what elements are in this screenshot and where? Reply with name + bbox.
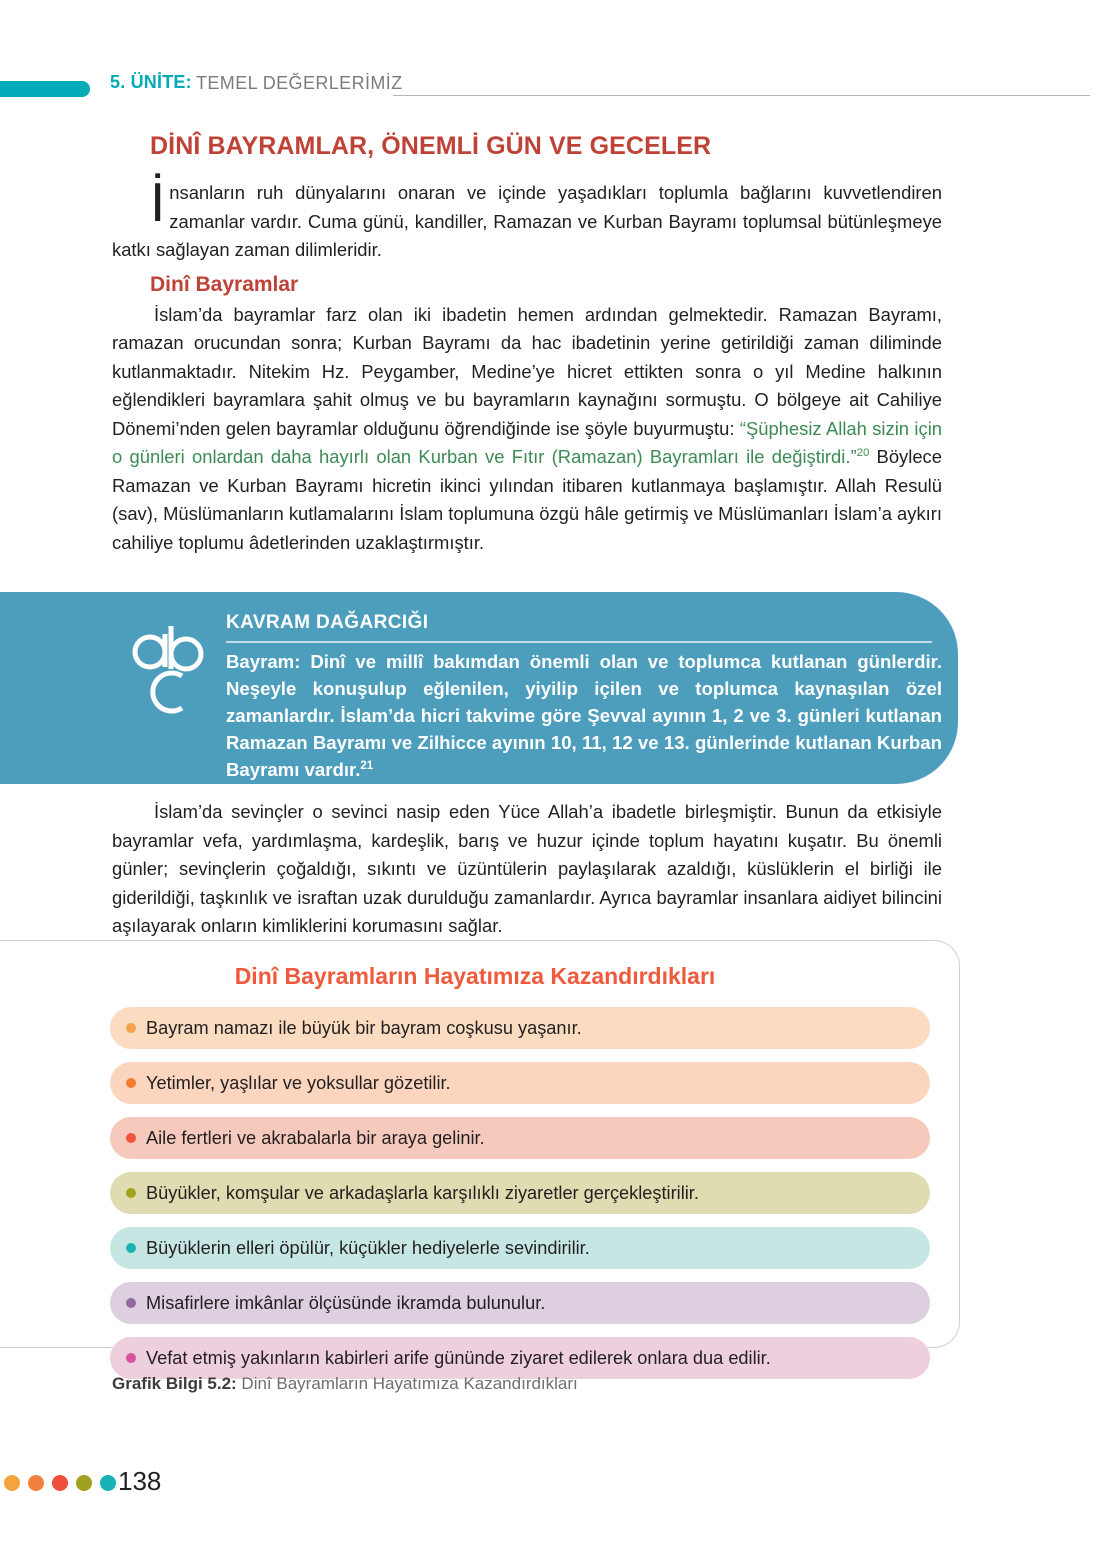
kavram-definition [226,648,942,783]
page-header [0,72,1106,106]
footnote-ref-20: 20 [856,446,870,459]
kavram-term: Bayram: [226,651,301,672]
hadith-quote: “Şüphesiz Allah sizin için o günleri onlardan daha hayırlı olan Kurban ve Fıtır (Ramazan) Bayramları ile değiştirdi.” [112,417,943,467]
paragraph-two: İslam’da sevinçler o sevinci nasip eden Yüce Allah’a ibadetle birleşmiştir. Bunun da etkisiyle bayramlar vefa, yardımlaşma, kardeşlik, barış ve huzur içinde toplum hayatını kuşatır. Bu önemli günler; sevinçlerin çoğaldığı, sıkıntı ve üzüntülerin paylaşılarak azaldığı, küslüklerin el birliği ile giderildiği, taşkınlık ve israftan uzak durulduğu zamanlardır. Ayrıca bayramlar insanlara aidiyet bilincini aşılayarak onların kimliklerini korumasını sağlar. [112,801,942,936]
intro-paragraph [112,171,942,265]
list-item [110,1062,930,1104]
unit-title: TEMEL DEĞERLERİMİZ [196,73,403,93]
post-box-content [112,798,942,947]
footnote-ref-21: 21 [360,759,374,772]
list-item [110,1282,930,1324]
kavram-divider [226,641,932,643]
header-rule [393,95,1090,96]
graphic-caption [112,1374,578,1394]
intro-text: nsanların ruh dünyalarını onaran ve içinde yaşadıkları toplumla bağlarını kuvvetlendiren zamanlar vardır. Cuma günü, kandiller, Ramazan ve Kurban Bayramı toplumsal bütünleşmeye katkı sağlayan zaman dilimleridir. [112,182,942,260]
list-item [110,1227,930,1269]
list-item [110,1117,930,1159]
footer-dot [4,1475,20,1491]
list-item-label: Yetimler, yaşlılar ve yoksullar gözetilir. [146,1072,451,1093]
page-number: 138 [118,1466,162,1496]
page-title: DİNÎ BAYRAMLAR, ÖNEMLİ GÜN VE GECELER [150,132,712,160]
abc-icon [130,614,216,714]
graphic-caption-label: Grafik Bilgi 5.2: [112,1374,237,1393]
paragraph-one-part-b: Böylece Ramazan ve Kurban Bayramı hicretin ikinci yılından itibaren kutlanmaya başlamıştır. Allah Resulü (sav), Müslümanların kutlamalarını İslam toplumuna özgü hâle getirmiş ve Müslümanları İslam’a aykırı cahiliye toplumu âdetlerinden uzaklaştırmıştır. [112,446,942,553]
bullet-dot-icon [126,1023,136,1033]
subsection-title: Dinî Bayramlar [150,272,299,296]
list-item [110,1007,930,1049]
list-item-label: Aile fertleri ve akrabalarla bir araya gelinir. [146,1127,485,1148]
bullet-dot-icon [126,1298,136,1308]
list-item-label: Vefat etmiş yakınların kabirleri arife gününde ziyaret edilerek onlara dua edilir. [146,1347,771,1368]
graphic-title: Dinî Bayramların Hayatımıza Kazandırdıkları [234,963,716,989]
paragraph-one [112,301,942,558]
drop-cap: İ [150,171,166,233]
footer-dot [52,1475,68,1491]
footer-dot [28,1475,44,1491]
list-item-label: Bayram namazı ile büyük bir bayram coşkusu yaşanır. [146,1017,582,1038]
bullet-dot-icon [126,1353,136,1363]
graphic-caption-text: Dinî Bayramların Hayatımıza Kazandırdıkları [236,1374,578,1393]
bullet-dot-icon [126,1078,136,1088]
list-item [110,1172,930,1214]
bullet-dot-icon [126,1243,136,1253]
footer-dot-row [0,1475,110,1493]
footer-dot [100,1475,116,1491]
bullet-dot-icon [126,1133,136,1143]
kavram-definition-text: Dinî ve millî bakımdan önemli olan ve toplumca kutlanan günlerdir. Neşeyle konuşulup eğlenilen, yiyilip içilen ve toplumca kaynaşılan özel zamanlardır. İslam’da hicri takvime göre Şevval ayının 1, 2 ve 3. günleri kutlanan Ramazan Bayramı ve Zilhicce ayının 10, 11, 12 ve 13. günlerinde kutlanan Kurban Bayramı vardır. [226,651,942,780]
graphic-item-list [110,1007,930,1392]
unit-accent-bar [0,81,90,97]
bullet-dot-icon [126,1188,136,1198]
footer-dot [76,1475,92,1491]
main-content [112,132,942,563]
list-item [110,1337,930,1379]
list-item-label: Misafirlere imkânlar ölçüsünde ikramda bulunulur. [146,1292,546,1313]
graphic-panel [0,940,960,1368]
paragraph-one-part-a: İslam’da bayramlar farz olan iki ibadetin hemen ardından gelmektedir. Ramazan Bayramı, ramazan orucundan sonra; Kurban Bayramı da hac ibadetinin yerine getirildiği zaman diliminde kutlanmaktadır. Nitekim Hz. Peygamber, Medine’ye hicret ettikten sonra o yıl Medine halkının eğlendikleri bayramlara şahit olmuş ve bu bayramların kaynağını sormuştu. O bölgeye ait Cahiliye Dönemi’nden gelen bayramlar olduğunu öğrendiğinde ise şöyle buyurmuştu: [112,303,942,439]
list-item-label: Büyüklerin elleri öpülür, küçükler hediyelerle sevindirilir. [146,1237,590,1258]
list-item-label: Büyükler, komşular ve arkadaşlarla karşılıklı ziyaretler gerçekleştirilir. [146,1182,699,1203]
kavram-heading: KAVRAM DAĞARCIĞI [226,612,429,633]
unit-label: 5. ÜNİTE: [110,72,192,92]
